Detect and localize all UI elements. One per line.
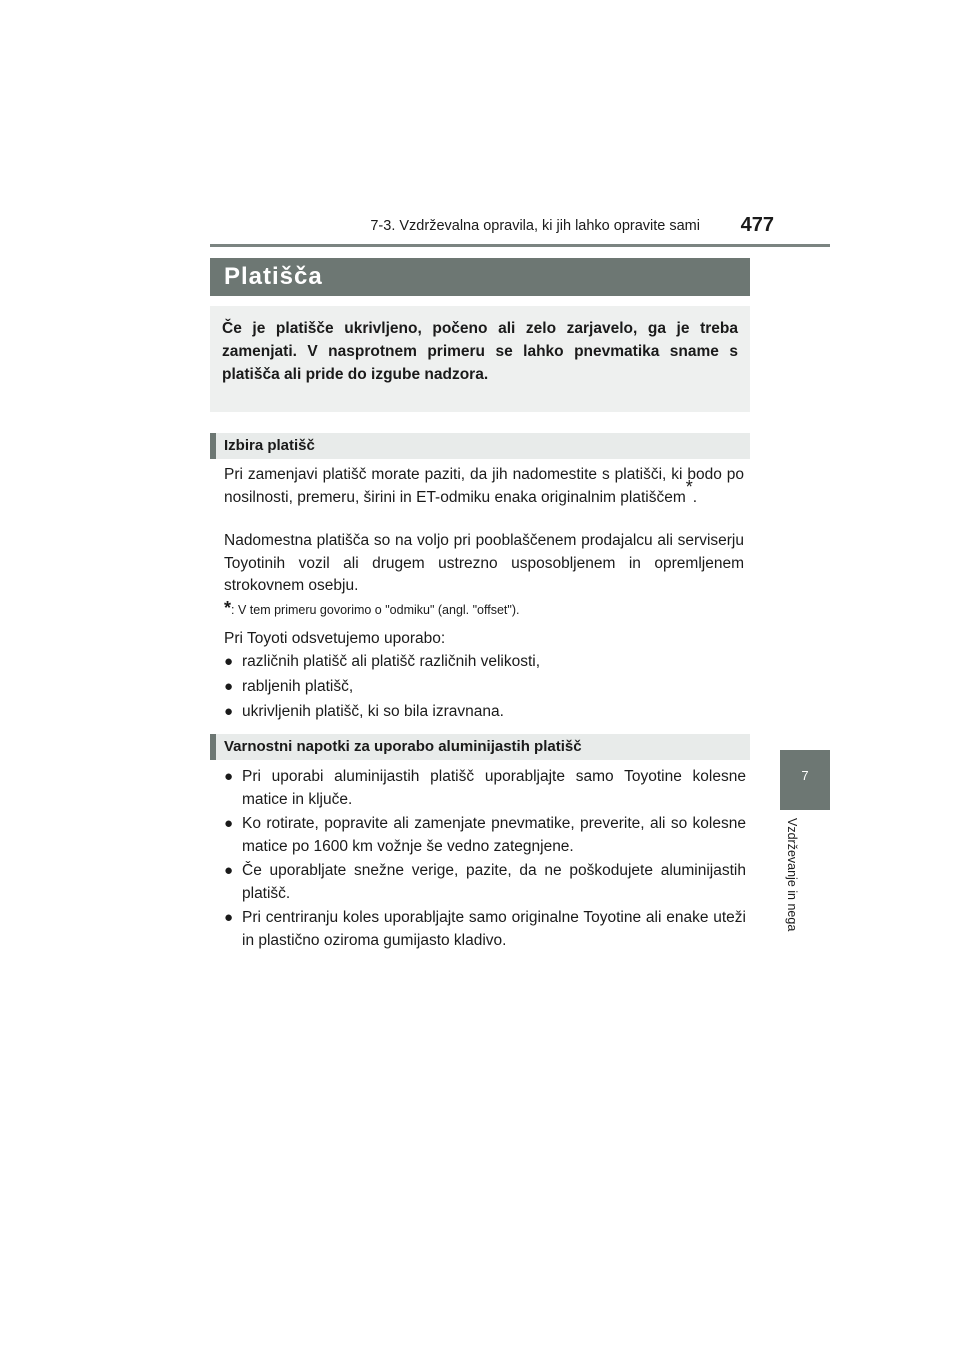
list-item-text: Pri uporabi aluminijastih platišč uporabljajte samo Toyotine kolesne matice in ključe. [242,768,746,808]
bullet-icon: ● [224,703,234,720]
list-item [224,813,746,858]
list-item [224,907,746,952]
section-heading-rims [210,433,750,459]
list-item-text: ukrivljenih platišč, ki so bila izravnana. [242,703,504,720]
list-item [224,766,746,811]
list-item [224,651,746,674]
section-heading-marker [210,734,216,760]
chapter-label [785,818,815,958]
footnote [224,598,744,619]
list-item-text: rabljenih platišč, [242,678,354,695]
paragraph-replacement [224,464,744,509]
title-bar [210,258,750,296]
asterisk-mark: * [685,477,693,498]
list-item [224,676,746,699]
header-rule [210,244,830,247]
section-heading-text: Izbira platišč [224,437,315,454]
chapter-tab-number: 7 [801,768,809,783]
paragraph-availability: Nadomestna platišča so na voljo pri pooblaščenem prodajalcu ali serviserju Toyotinih vozil ali drugem ustrezno usposobljenem in opremljenem strokovnem osebju. [224,532,744,594]
list-item [224,701,746,724]
intro-text: Če je platišče ukrivljeno, počeno ali zelo zarjavelo, ga je treba zamenjati. V nasprotnem primeru se lahko pnevmatika sname s platišča ali pride do izgube nadzora. [222,320,738,383]
recommend-intro: Pri Toyoti odsvetujemo uporabo: [224,630,446,647]
bullet-icon: ● [224,678,234,695]
bullet-icon: ● [224,862,234,879]
paragraph-text: Pri zamenjavi platišč morate paziti, da jih nadomestite s platišči, ki bodo po nosilnosti, premeru, širini in ET-odmiku enaka originalnim platiščem [224,466,744,506]
footnote-text: : V tem primeru govorimo o "odmiku" (angl. "offset"). [231,603,520,617]
bullet-icon: ● [224,653,234,670]
chapter-label-text: Vzdrževanje in nega [785,818,799,932]
section-heading-text: Varnostni napotki za uporabo aluminijastih platišč [224,738,582,755]
header-section-title: 7-3. Vzdrževalna opravila, ki jih lahko opravite sami [370,218,700,234]
section-heading-aluminium [210,734,750,760]
list-item-text: različnih platišč ali platišč različnih velikosti, [242,653,541,670]
list-item-text: Če uporabljate snežne verige, pazite, da ne poškodujete aluminijastih platišč. [242,862,746,902]
list-item-text: Ko rotirate, popravite ali zamenjate pnevmatike, preverite, ali so kolesne matice po 1600 km vožnje še vedno zategnjene. [242,815,746,855]
bullet-icon: ● [224,909,234,926]
footnote-asterisk: * [224,598,232,618]
list-item-text: Pri centriranju koles uporabljajte samo originalne Toyotine ali enake uteži in plastično oziroma gumijasto kladivo. [242,909,746,949]
section-heading-marker [210,433,216,459]
paragraph-period: . [692,488,698,506]
list-item [224,860,746,905]
page-title: Platišča [224,263,323,290]
bullet-icon: ● [224,768,234,785]
bullet-icon: ● [224,815,234,832]
page-number: 477 [740,214,774,236]
intro-box [210,306,750,412]
